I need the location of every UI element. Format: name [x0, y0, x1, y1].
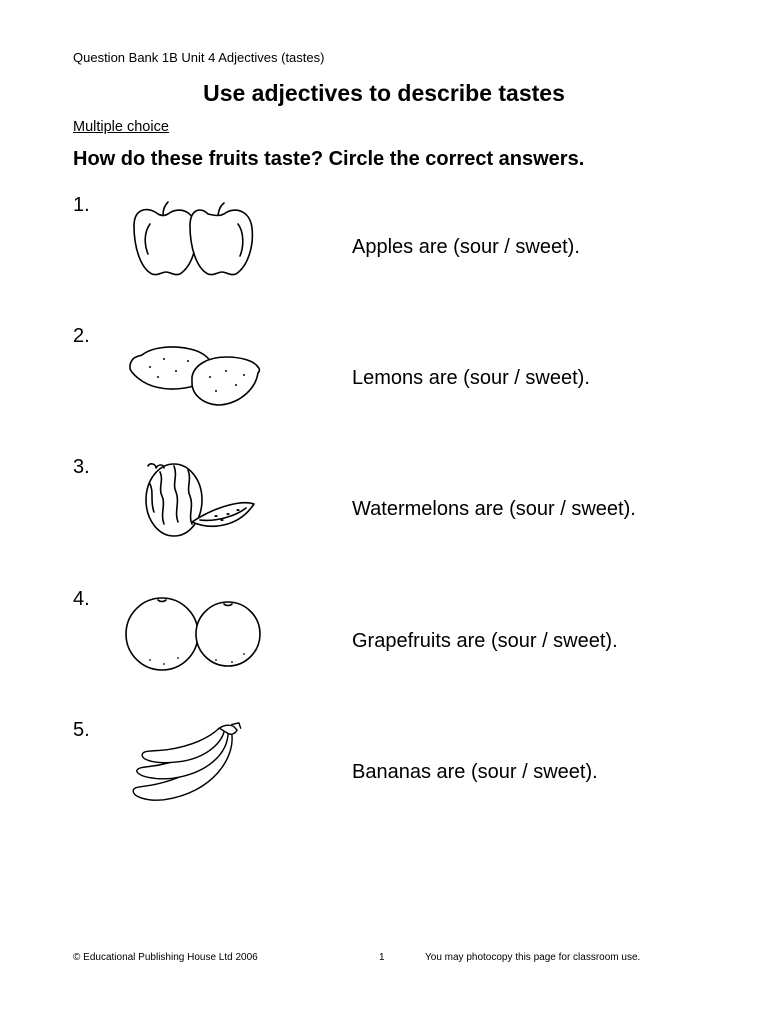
footer-copyright: © Educational Publishing House Ltd 2006: [73, 952, 258, 963]
grapefruits-illustration: [120, 590, 270, 676]
lemons-illustration: [120, 327, 270, 413]
footer-page-number: 1: [379, 952, 385, 963]
question-number: 4.: [73, 588, 90, 610]
watermelons-illustration: [120, 458, 270, 544]
footer-note: You may photocopy this page for classroom use.: [425, 952, 641, 963]
question-number: 5.: [73, 719, 90, 741]
instruction-text: How do these fruits taste? Circle the correct answers.: [73, 148, 585, 170]
question-text: Watermelons are (sour / sweet).: [352, 498, 636, 520]
question-number: 3.: [73, 456, 90, 478]
apples-illustration: [120, 196, 270, 282]
question-text: Lemons are (sour / sweet).: [352, 367, 590, 389]
question-text: Bananas are (sour / sweet).: [352, 761, 598, 783]
page-title: Use adjectives to describe tastes: [203, 80, 565, 106]
bananas-illustration: [120, 721, 270, 807]
question-number: 2.: [73, 325, 90, 347]
question-item-4: [0, 588, 768, 698]
question-item-3: [0, 456, 768, 566]
page-header: Question Bank 1B Unit 4 Adjectives (tastes): [73, 50, 325, 65]
question-item-1: [0, 194, 768, 304]
section-subtitle: Multiple choice: [73, 119, 169, 135]
question-text: Apples are (sour / sweet).: [352, 236, 580, 258]
question-number: 1.: [73, 194, 90, 216]
question-item-5: [0, 719, 768, 829]
question-item-2: [0, 325, 768, 435]
question-text: Grapefruits are (sour / sweet).: [352, 630, 618, 652]
